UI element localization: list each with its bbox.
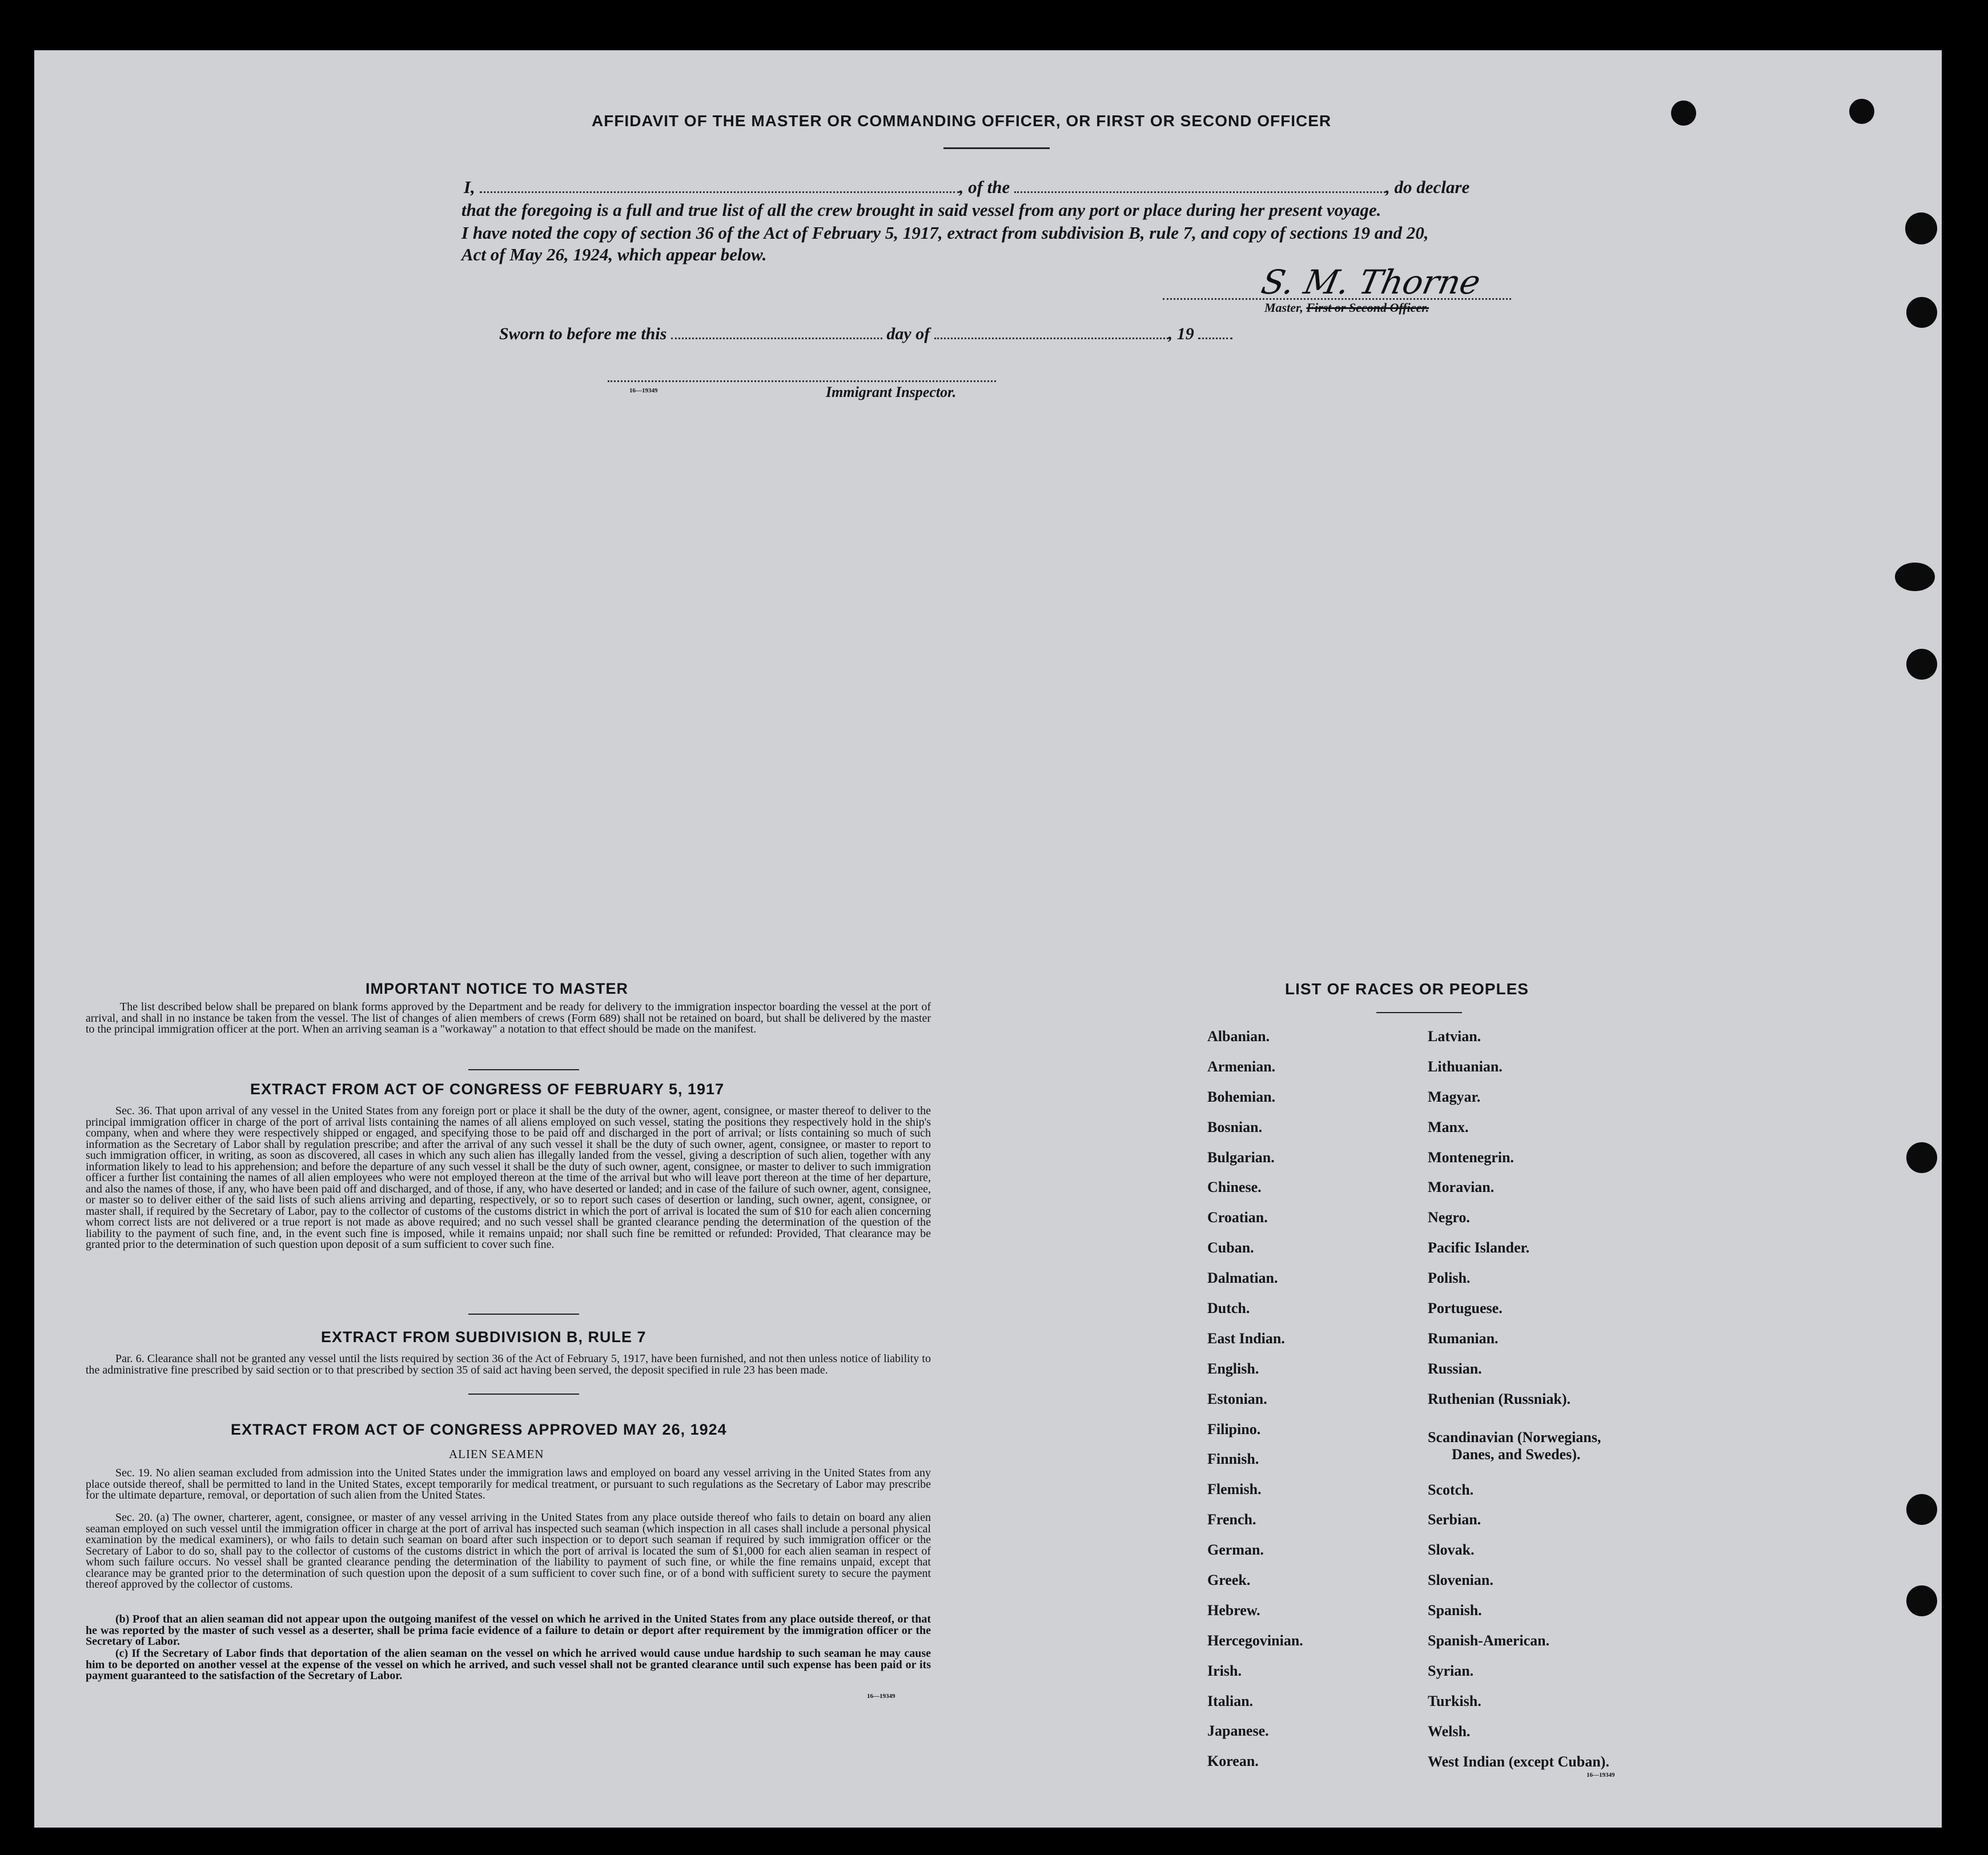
sworn-prefix: Sworn to before me this bbox=[499, 324, 667, 343]
punch-hole bbox=[1895, 563, 1935, 591]
race-item: Moravian. bbox=[1428, 1179, 1495, 1196]
sec20b-text: (b) Proof that an alien seaman did not appear upon the outgoing manifest of the vessel on which he arrived in the United States from any place outside thereof, or that he was reported by the master of such vessel as a deserter, shall be prima facie evidence of a failure to detain or deport after requirement by the immigration officer or the Secretary of Labor. bbox=[86, 1613, 931, 1648]
race-item: Bulgarian. bbox=[1207, 1149, 1275, 1166]
rule7-title: EXTRACT FROM SUBDIVISION B, RULE 7 bbox=[321, 1328, 646, 1346]
race-item: Portuguese. bbox=[1428, 1300, 1503, 1317]
race-item: Cuban. bbox=[1207, 1239, 1254, 1256]
race-item: Negro. bbox=[1428, 1209, 1470, 1226]
year-blank bbox=[1198, 334, 1232, 339]
races-left-column bbox=[1207, 1028, 1303, 1783]
affidavit-line4: Act of May 26, 1924, which appear below. bbox=[461, 244, 767, 264]
month-blank bbox=[934, 334, 1168, 339]
race-item: Bohemian. bbox=[1207, 1088, 1276, 1105]
race-item: Syrian. bbox=[1428, 1662, 1474, 1679]
race-item: German. bbox=[1207, 1541, 1264, 1559]
extract-1917-text: Sec. 36. That upon arrival of any vessel in the United States from any foreign port or place it shall be the duty of the owner, agent, consignee, or master thereof to deliver to the principal immigration officer in charge of the port of arrival lists containing the names of all aliens employed on such vessel, stating the positions they respectively hold in the ship's company, when and where they were respectively shipped or engaged, and specifying those to be paid off and discharged in the port of arrival; or lists containing so much of such information as the Secretary of Labor shall by regulation prescribe; and after the arrival of any such vessel it shall be the duty of such owner, agent, consignee, or master to report to such immigration officer, in writing, as soon as discovered, all cases in which any such alien has illegally landed from the vessel, giving a description of such alien, together with any information likely to lead to his apprehension; and before the departure of any such vessel it shall be the duty of such owner, agent, consignee, or master to deliver to such immigration officer a further list containing the names of all alien employees who were not employed thereon at the time of the arrival but who will leave port thereon at the time of her departure, and also the names of those, if any, who have been paid off and discharged, and of those, if any, who have deserted or landed; and in case of the failure of such owner, agent, consignee, or master so to deliver either of the said lists of such aliens arriving and departing, respectively, or so to report such cases of desertion or landing, such owner, agent, consignee, or master shall, if required by the Secretary of Labor, pay to the collector of customs of the customs district in which the port of arrival is located the sum of $10 for each alien concerning whom correct lists are not delivered or a true report is not made as above required; and no such vessel shall be granted clearance pending the determination of the question of the liability to the payment of such fine, and, in the event such fine is imposed, while it remains unpaid; nor shall such fine be remitted or refunded: Provided, That clearance may be granted prior to the determination of such question upon deposit of a sum sufficient to cover such fine. bbox=[86, 1105, 931, 1251]
race-item: Dalmatian. bbox=[1207, 1270, 1278, 1287]
race-item: Danes, and Swedes). bbox=[1452, 1446, 1581, 1463]
section-divider bbox=[468, 1069, 579, 1070]
sworn-line bbox=[499, 324, 1232, 344]
notice-text: The list described below shall be prepared on blank forms approved by the Department and be ready for delivery to the immigration inspector boarding the vessel at the port of arrival, and shall in no instance be taken from the vessel. The list of changes of alien members of crews (Form 689) shall not be retained on board, but shall be delivered by the master to the principal immigration officer at the port. When an arriving seaman is a "workaway" a notation to that effect should be made on the manifest. bbox=[86, 1001, 931, 1035]
punch-hole bbox=[1906, 649, 1937, 680]
race-item: Estonian. bbox=[1207, 1390, 1267, 1407]
signer-title-struck: First or Second Officer. bbox=[1306, 300, 1429, 315]
form-number-top: 16—19349 bbox=[629, 387, 658, 394]
sworn-day-of: day of bbox=[886, 324, 930, 343]
race-item: Albanian. bbox=[1207, 1028, 1270, 1045]
section-divider bbox=[468, 1314, 579, 1315]
handwritten-signature: S. M. Thorne bbox=[1258, 263, 1484, 302]
section-divider bbox=[468, 1394, 579, 1395]
race-item: Flemish. bbox=[1207, 1481, 1262, 1498]
inspector-label: Immigrant Inspector. bbox=[826, 384, 957, 400]
race-item: English. bbox=[1207, 1360, 1259, 1377]
sec20a-text: Sec. 20. (a) The owner, charterer, agent, consignee, or master of any vessel arriving in the United States from any place outside thereof who fails to detain on board any alien seaman employed on such vessel until the immigration officer in charge at the port of arrival has inspected such seaman (which inspection in all cases shall include a personal physical examination by the medical examiners), or who fails to detain such seaman on board after such inspection or to deport such seaman if required by such immigration officer or the Secretary of Labor to do so, shall pay to the collector of customs of the customs district in which the port of arrival is located the sum of $1,000 for each alien seaman in respect of whom such failure occurs. No vessel shall be granted clearance pending the determination of the liability to payment of such fine, or while the fine remains unpaid, except that clearance may be granted prior to the determination of such question upon the deposit of a sum sufficient to cover such fine, or of a bond with sufficient surety to secure the payment thereof approved by the collector of customs. bbox=[86, 1511, 931, 1591]
punch-hole bbox=[1671, 101, 1696, 126]
punch-hole bbox=[1906, 1585, 1937, 1616]
punch-hole bbox=[1906, 1142, 1937, 1173]
race-item: Italian. bbox=[1207, 1692, 1254, 1709]
race-item: Hercegovinian. bbox=[1207, 1632, 1303, 1649]
race-item: Bosnian. bbox=[1207, 1118, 1263, 1135]
race-item: Greek. bbox=[1207, 1572, 1251, 1589]
race-item: Spanish-American. bbox=[1428, 1632, 1550, 1649]
race-item: Rumanian. bbox=[1428, 1330, 1499, 1347]
alien-seamen-subtitle: ALIEN SEAMEN bbox=[449, 1447, 544, 1461]
punch-hole bbox=[1849, 99, 1874, 124]
affidavit-i: I, bbox=[464, 177, 475, 197]
race-item: Welsh. bbox=[1428, 1722, 1471, 1740]
affidavit-of-the: , of the bbox=[959, 177, 1010, 197]
sec20c-text: (c) If the Secretary of Labor finds that deportation of the alien seaman on the vessel on which he arrived would cause undue hardship to such seaman he may cause him to be deported on another vessel at the expense of the vessel on which he arrived, and such vessel shall not be granted clearance until such expense has been paid or its payment guaranteed to the satisfaction of the Secretary of Labor. bbox=[86, 1647, 931, 1682]
form-number-right: 16—19349 bbox=[1587, 1772, 1615, 1778]
race-item: Croatian. bbox=[1207, 1209, 1268, 1226]
title-underline bbox=[943, 147, 1050, 149]
affidavit-line2: that the foregoing is a full and true list of all the crew brought in said vessel from any port or place during her present voyage. bbox=[461, 200, 1381, 220]
race-item: Armenian. bbox=[1207, 1058, 1276, 1075]
vessel-blank bbox=[1014, 188, 1385, 193]
signer-title-master: Master, bbox=[1264, 300, 1303, 315]
race-item: Serbian. bbox=[1428, 1511, 1481, 1528]
race-item: Turkish. bbox=[1428, 1692, 1481, 1709]
race-item: Japanese. bbox=[1207, 1722, 1269, 1740]
notice-title: IMPORTANT NOTICE TO MASTER bbox=[366, 980, 628, 997]
race-item: Dutch. bbox=[1207, 1300, 1250, 1317]
race-item: Montenegrin. bbox=[1428, 1149, 1514, 1166]
race-item: East Indian. bbox=[1207, 1330, 1285, 1347]
signer-title bbox=[1264, 300, 1429, 315]
race-item: Slovenian. bbox=[1428, 1572, 1493, 1589]
race-item: West Indian (except Cuban). bbox=[1428, 1753, 1609, 1770]
rule7-text: Par. 6. Clearance shall not be granted any vessel until the lists required by section 36 of the Act of February 5, 1917, have been furnished, and not then unless notice of liability to the administrative fine prescribed by said section or to that prescribed by section 35 of said act having been served, the deposit specified in rule 23 has been made. bbox=[86, 1352, 931, 1376]
affidavit-line1 bbox=[464, 177, 1469, 198]
race-item: Manx. bbox=[1428, 1118, 1469, 1135]
name-blank bbox=[480, 188, 959, 193]
race-item: Ruthenian (Russniak). bbox=[1428, 1390, 1571, 1407]
extract-1924-title: EXTRACT FROM ACT OF CONGRESS APPROVED MAY 26, 1924 bbox=[231, 1421, 727, 1438]
races-title: LIST OF RACES OR PEOPLES bbox=[1285, 980, 1529, 998]
sec19-text: Sec. 19. No alien seaman excluded from admission into the United States under the immigration laws and employed on board any vessel arriving in the United States from any place outside thereof, shall be permitted to land in the United States, except temporarily for medical treatment, or pursuant to such regulations as the Secretary of Labor may prescribe for the ultimate departure, removal, or deportation of such alien from the United States. bbox=[86, 1467, 931, 1501]
race-item: Latvian. bbox=[1428, 1028, 1481, 1045]
signature-line bbox=[1163, 295, 1511, 300]
race-item: Irish. bbox=[1207, 1662, 1242, 1679]
punch-hole bbox=[1906, 1494, 1937, 1525]
races-right-column bbox=[1428, 1028, 1609, 1783]
race-item: Korean. bbox=[1207, 1753, 1259, 1770]
form-number-left: 16—19349 bbox=[867, 1693, 895, 1700]
affidavit-title: AFFIDAVIT OF THE MASTER OR COMMANDING OFFICER, OR FIRST OR SECOND OFFICER bbox=[592, 112, 1332, 130]
inspector-signature-line bbox=[608, 377, 996, 382]
race-item: Hebrew. bbox=[1207, 1601, 1260, 1619]
races-title-underline bbox=[1376, 1012, 1462, 1013]
race-item: Scotch. bbox=[1428, 1481, 1474, 1498]
race-item: Russian. bbox=[1428, 1360, 1482, 1377]
race-item: Finnish. bbox=[1207, 1451, 1259, 1468]
race-item: Polish. bbox=[1428, 1270, 1471, 1287]
race-item: Lithuanian. bbox=[1428, 1058, 1503, 1075]
affidavit-line3: I have noted the copy of section 36 of the Act of February 5, 1917, extract from subdivision B, rule 7, and copy of sections 19 and 20, bbox=[461, 223, 1429, 243]
race-item: Magyar. bbox=[1428, 1088, 1481, 1105]
race-item: Filipino. bbox=[1207, 1420, 1261, 1438]
extract-1917-title: EXTRACT FROM ACT OF CONGRESS OF FEBRUARY 5, 1917 bbox=[250, 1081, 725, 1098]
race-item: Chinese. bbox=[1207, 1179, 1262, 1196]
punch-hole bbox=[1905, 212, 1937, 244]
race-item: Scandinavian (Norwegians, bbox=[1428, 1428, 1601, 1446]
race-item: Slovak. bbox=[1428, 1541, 1475, 1559]
race-item: Spanish. bbox=[1428, 1602, 1482, 1619]
race-item: Pacific Islander. bbox=[1428, 1239, 1530, 1256]
affidavit-do-declare: , do declare bbox=[1385, 177, 1470, 197]
day-blank bbox=[671, 334, 882, 339]
sworn-year: , 19 bbox=[1168, 324, 1194, 343]
punch-hole bbox=[1906, 297, 1937, 328]
race-item: French. bbox=[1207, 1511, 1256, 1528]
